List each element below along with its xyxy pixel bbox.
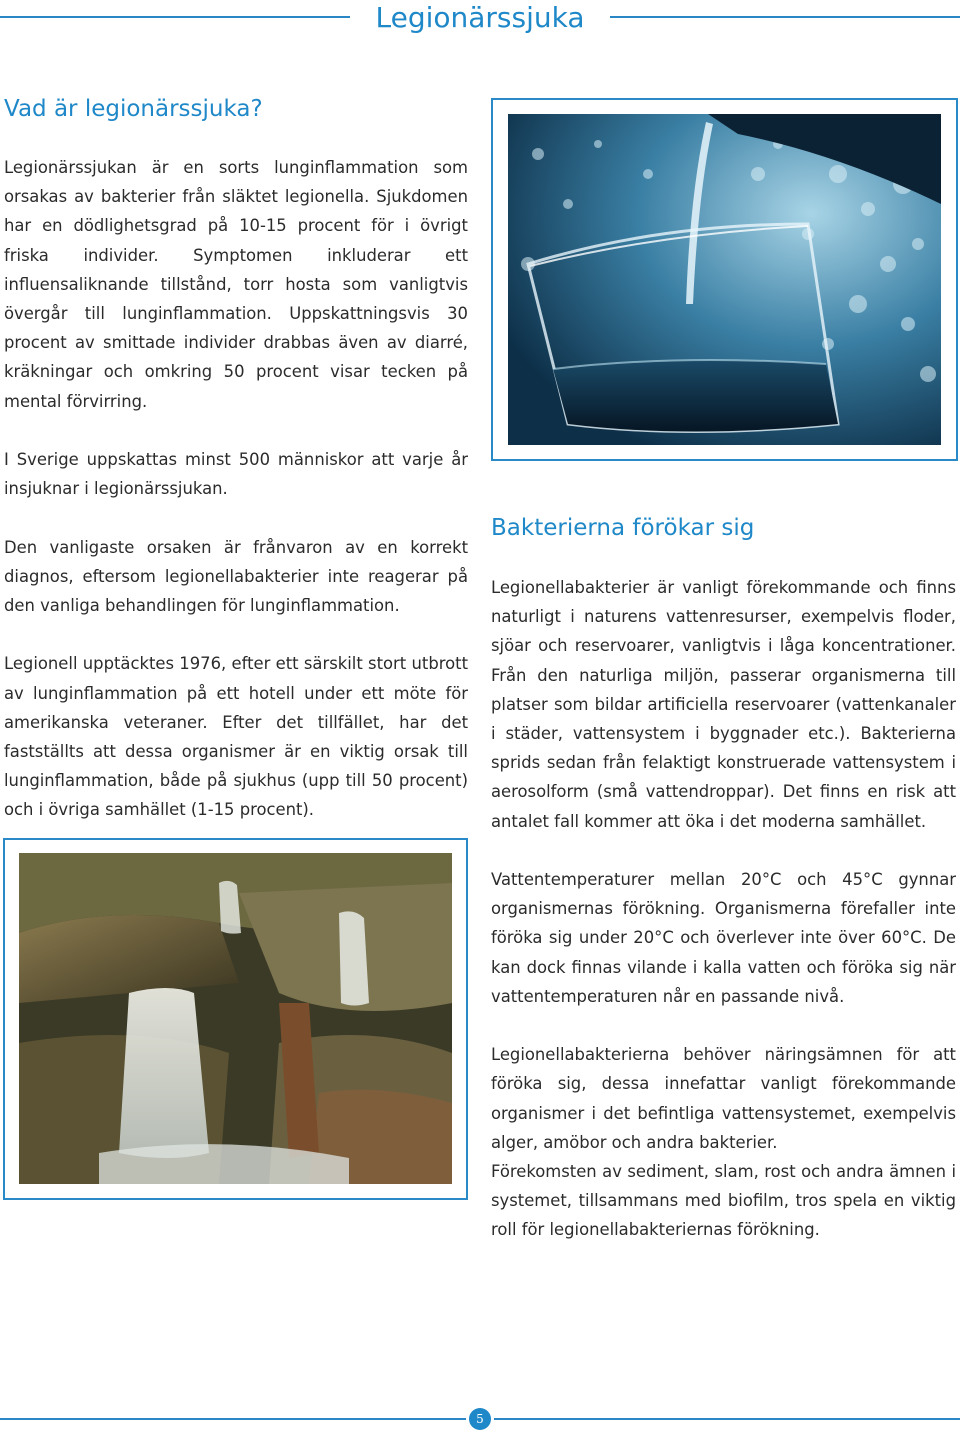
paragraph: Förekomsten av sediment, slam, rost och andra ämnen i systemet, tillsammans med biofilm, tros spela en viktig roll för legionellabakteriernas förökning. [491, 1162, 956, 1240]
header-rule-right [610, 16, 960, 18]
paragraph: Den vanligaste orsaken är frånvaron av en korrekt diagnos, eftersom legionellabakterier inte reagerar på den vanliga behandlingen för lunginflammation. [4, 537, 468, 616]
paragraph: Legionärssjukan är en sorts lunginflammation som orsakas av bakterier från släktet legionella. Sjukdomen har en dödlighetsgrad på 10-15 procent för i övrigt friska individer. Symptomen inkluderar ett influensaliknande tillstånd, torr hosta som vanligtvis övergår till lunginflammation. Uppskattningsvis 30 procent av smittade individer drabbas även av diarré, kräkningar och omkring 50 procent visar tecken på mental förvirring. [4, 158, 468, 411]
waterfall-illustration [19, 853, 452, 1184]
paragraph: Legionell upptäcktes 1976, efter ett särskilt stort utbrott av lunginflammation på ett hotell under ett möte för amerikanska veteraner. Efter det tillfället, har det fastställts att dessa organismer är en viktig orsak till lunginflammation, både på sjukhus (upp till 50 procent) och i övriga samhället (1-15 procent). [4, 654, 468, 820]
footer-rule-left [0, 1418, 466, 1420]
waterfall-photo [19, 853, 452, 1184]
paragraph: Legionellabakterier är vanligt förekommande och finns naturligt i naturens vattenresurser, exempelvis floder, sjöar och reservoarer, vanligtvis i låga koncentrationer. Från den naturliga miljön, passerar organismerna till platser som bildar artificiella reservoarer (vattenkanaler i städer, vattensystem i byggnader etc.). Bakterierna sprids sedan från felaktigt konstruerade vattensystem i aerosolform (små vattendroppar). Det finns en risk att antalet fall kommer att öka i det moderna samhället. [491, 578, 956, 831]
page-number: 5 [469, 1408, 491, 1430]
section-heading-what-is: Vad är legionärssjuka? [4, 96, 263, 122]
right-column [491, 573, 956, 1245]
left-column [4, 153, 468, 825]
water-glass-photo [508, 114, 941, 445]
footer-rule-right [494, 1418, 960, 1420]
paragraph: Vattentemperaturer mellan 20°C och 45°C gynnar organismernas förökning. Organismerna förefaller inte föröka sig under 20°C och överlever inte över 60°C. De kan dock finnas vilande i kalla vatten och föröka sig när vattentemperaturen når en passande nivå. [491, 870, 956, 1006]
paragraph: I Sverige uppskattas minst 500 människor att varje år insjuknar i legionärssjukan. [4, 450, 468, 499]
water-glass-illustration [508, 114, 941, 445]
paragraph: Legionellabakterierna behöver näringsämnen för att föröka sig, dessa innefattar vanligt förekommande organismer i det befintliga vattensystemet, exempelvis alger, amöbor och andra bakterier. [491, 1045, 956, 1152]
page-title: Legionärssjuka [375, 1, 585, 34]
header-rule-left [0, 16, 350, 18]
section-heading-bacteria: Bakterierna förökar sig [491, 515, 755, 541]
